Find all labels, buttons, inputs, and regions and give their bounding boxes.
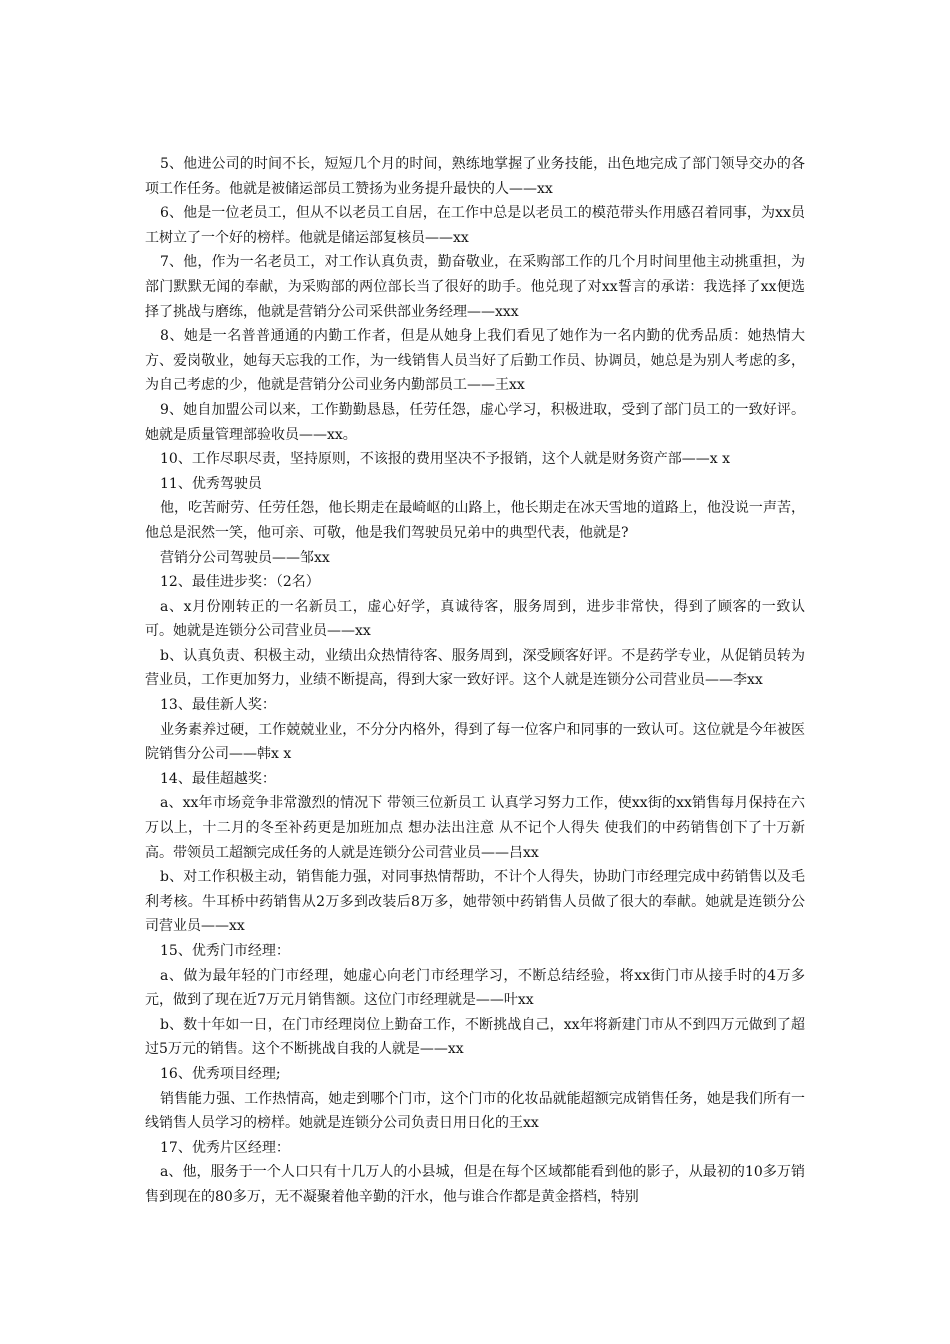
paragraph: 12、最佳进步奖：（2名）	[160, 574, 320, 591]
paragraph: 10、工作尽职尽责，坚持原则，不该报的费用坚决不予报销，这个人就是财务资产部——x x	[160, 451, 731, 468]
paragraph: 销售能力强、工作热情高，她走到哪个门市，这个门市的化妆品就能超额完成销售任务，她是我们所有一线销售人员学习的榜样。她就是连锁分公司负责日用日化的王xx	[145, 1090, 805, 1132]
document-body	[145, 152, 805, 1210]
paragraph: 他，吃苦耐劳、任劳任怨，他长期走在最崎岖的山路上，他长期走在冰天雪地的道路上，他没说一声苦，他总是泯然一笑，他可亲、可敬，他是我们驾驶员兄弟中的典型代表，他就是?	[145, 500, 805, 541]
paragraph: b、认真负责、积极主动，业绩出众热情待客、服务周到，深受顾客好评。不是药学专业，从促销员转为营业员，工作更加努力，业绩不断提高，得到大家一致好评。这个人就是连锁分公司营业员——李xx	[145, 647, 805, 689]
paragraph: 8、她是一名普普通通的内勤工作者，但是从她身上我们看见了她作为一名内勤的优秀品质：她热情大方、爱岗敬业，她每天忘我的工作，为一线销售人员当好了后勤工作员、协调员，她总是为别人考虑的多，为自己考虑的少，他就是营销分公司业务内勤部员工——王xx	[145, 328, 805, 394]
paragraph: b、对工作积极主动，销售能力强，对同事热情帮助，不计个人得失，协助门市经理完成中药销售以及毛利考核。牛耳桥中药销售从2万多到改装后8万多，她带领中药销售人员做了很大的奉献。她就是连锁分公司营业员——xx	[145, 869, 805, 935]
paragraph: 15、优秀门市经理：	[160, 943, 290, 959]
paragraph: a、x月份刚转正的一名新员工，虚心好学，真诚待客，服务周到，进步非常快，得到了顾客的一致认可。她就是连锁分公司营业员——xx	[145, 598, 805, 640]
paragraph: 营销分公司驾驶员——邹xx	[160, 549, 330, 566]
paragraph: 17、优秀片区经理：	[160, 1139, 290, 1156]
paragraph: 13、最佳新人奖：	[160, 697, 276, 714]
paragraph: a、xx年市场竞争非常激烈的情况下 带领三位新员工 认真学习努力工作，使xx街的xx销售每月保持在六万以上，十二月的冬至补药更是加班加点 想办法出注意 从不记个人得失 使我们的中药销售创下了十万新高。带领员工超额完成任务的人就是连锁分公司营业员——吕xx	[145, 795, 805, 861]
paragraph: a、他，服务于一个人口只有十几万人的小县城，但是在每个区域都能看到他的影子，从最初的10多万销售到现在的80多万，无不凝聚着他辛勤的汗水，他与谁合作都是黄金搭档，特别	[145, 1164, 805, 1205]
paragraph: b、数十年如一日，在门市经理岗位上勤奋工作，不断挑战自己，xx年将新建门市从不到四万元做到了超过5万元的销售。这个不断挑战自我的人就是——xx	[145, 1016, 805, 1058]
paragraph: 5、他进公司的时间不长，短短几个月的时间，熟练地掌握了业务技能，出色地完成了部门领导交办的各项工作任务。他就是被储运部员工赞扬为业务提升最快的人——xx	[145, 156, 805, 197]
paragraph: 7、他，作为一名老员工，对工作认真负责，勤奋敬业，在采购部工作的几个月时间里他主动挑重担，为部门默默无闻的奉献，为采购部的两位部长当了很好的助手。他兑现了对xx誓言的承诺：我选择了xx便选择了挑战与磨练，他就是营销分公司采供部业务经理——xxx	[145, 254, 805, 320]
paragraph: 6、他是一位老员工，但从不以老员工自居，在工作中总是以老员工的模范带头作用感召着同事，为xx员工树立了一个好的榜样。他就是储运部复核员——xx	[145, 205, 805, 246]
paragraph: a、做为最年轻的门市经理，她虚心向老门市经理学习，不断总结经验，将xx街门市从接手时的4万多元，做到了现在近7万元月销售额。这位门市经理就是——叶xx	[145, 967, 805, 1009]
paragraph: 9、她自加盟公司以来，工作勤勤恳恳，任劳任怨，虚心学习，积极进取，受到了部门员工的一致好评。她就是质量管理部验收员——xx。	[145, 401, 805, 443]
paragraph: 11、优秀驾驶员	[160, 475, 262, 492]
paragraph: 业务素养过硬，工作兢兢业业，不分分内格外，得到了每一位客户和同事的一致认可。这位就是今年被医院销售分公司——韩x x	[145, 721, 805, 763]
paragraph: 14、最佳超越奖：	[160, 770, 276, 787]
paragraph: 16、优秀项目经理;	[160, 1065, 281, 1082]
